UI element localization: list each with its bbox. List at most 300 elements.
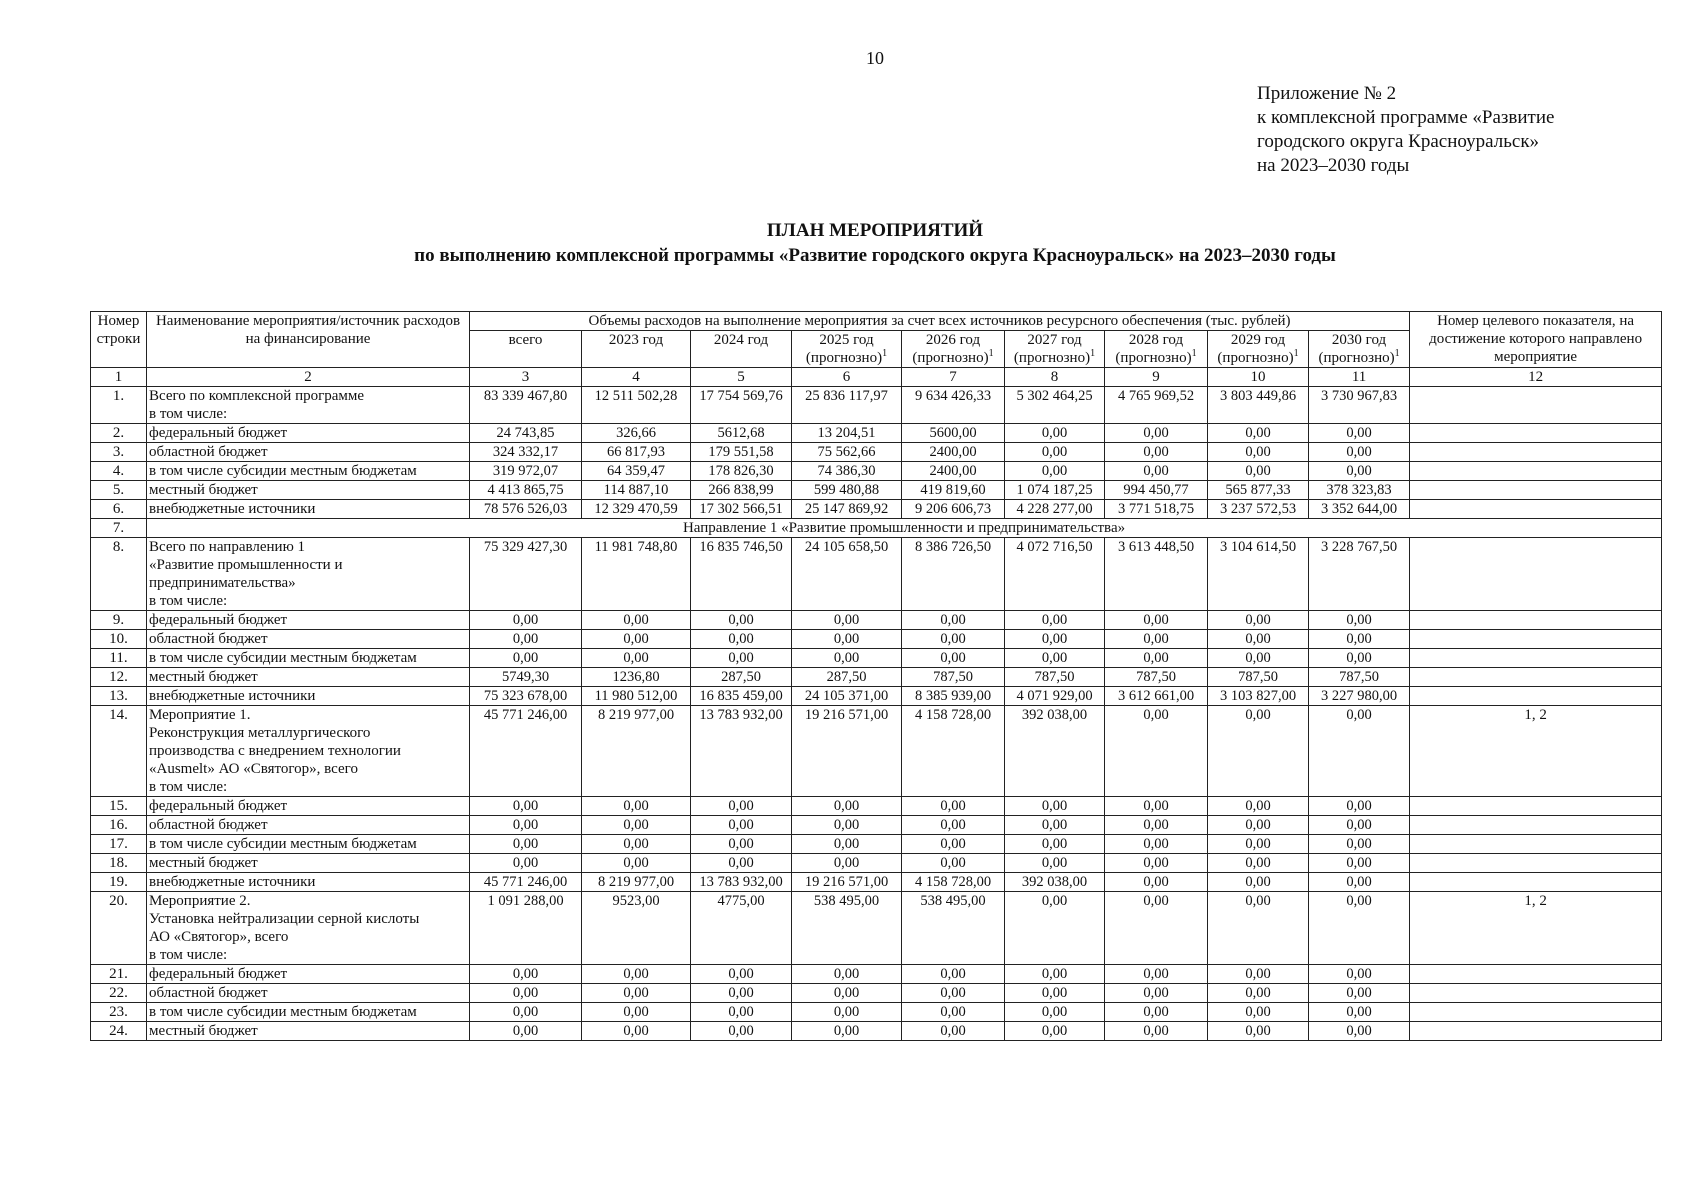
value-cell: 4 228 277,00 — [1005, 500, 1105, 519]
value-cell: 392 038,00 — [1005, 706, 1105, 797]
table-row — [91, 462, 1662, 481]
value-cell: 17 302 566,51 — [691, 500, 792, 519]
value-cell: 0,00 — [582, 835, 691, 854]
value-cell: 0,00 — [1309, 892, 1410, 965]
value-cell: 0,00 — [470, 965, 582, 984]
value-cell: 565 877,33 — [1208, 481, 1309, 500]
value-cell: 0,00 — [470, 854, 582, 873]
value-cell: 0,00 — [1005, 630, 1105, 649]
header-year — [470, 331, 582, 368]
value-cell: 0,00 — [470, 835, 582, 854]
value-cell: 5 302 464,25 — [1005, 387, 1105, 424]
row-number-cell: 24. — [91, 1022, 147, 1041]
value-cell: 4 765 969,52 — [1105, 387, 1208, 424]
value-cell: 287,50 — [792, 668, 902, 687]
row-name-cell: федеральный бюджет — [147, 797, 470, 816]
value-cell: 787,50 — [1309, 668, 1410, 687]
goal-indicator-cell — [1410, 873, 1662, 892]
goal-indicator-cell — [1410, 443, 1662, 462]
goal-indicator-cell — [1410, 854, 1662, 873]
column-number: 10 — [1208, 368, 1309, 387]
row-name-cell: Всего по направлению 1 «Развитие промышленности и предпринимательства» в том числе: — [147, 538, 470, 611]
table-row — [91, 500, 1662, 519]
table-row — [91, 630, 1662, 649]
value-cell: 66 817,93 — [582, 443, 691, 462]
goal-indicator-cell: 1, 2 — [1410, 706, 1662, 797]
value-cell: 19 216 571,00 — [792, 706, 902, 797]
column-number: 2 — [147, 368, 470, 387]
value-cell: 17 754 569,76 — [691, 387, 792, 424]
value-cell: 3 227 980,00 — [1309, 687, 1410, 706]
row-number-cell: 8. — [91, 538, 147, 611]
table-row — [91, 424, 1662, 443]
value-cell: 324 332,17 — [470, 443, 582, 462]
value-cell: 0,00 — [470, 630, 582, 649]
value-cell: 25 147 869,92 — [792, 500, 902, 519]
value-cell: 0,00 — [902, 854, 1005, 873]
value-cell: 0,00 — [902, 1003, 1005, 1022]
header-year — [902, 331, 1005, 368]
header-year-note — [1311, 349, 1407, 367]
column-number: 4 — [582, 368, 691, 387]
value-cell: 0,00 — [1105, 443, 1208, 462]
value-cell: 0,00 — [1105, 984, 1208, 1003]
value-cell: 0,00 — [902, 965, 1005, 984]
row-number-cell: 15. — [91, 797, 147, 816]
value-cell: 0,00 — [902, 797, 1005, 816]
row-name-cell: областной бюджет — [147, 816, 470, 835]
value-cell: 0,00 — [1105, 706, 1208, 797]
value-cell: 0,00 — [470, 649, 582, 668]
header-year-label: 2025 год — [819, 332, 874, 348]
value-cell: 538 495,00 — [792, 892, 902, 965]
header-year-note-text: (прогнозно) — [1318, 350, 1395, 366]
table-row — [91, 892, 1662, 965]
value-cell: 0,00 — [1005, 835, 1105, 854]
value-cell: 0,00 — [1005, 854, 1105, 873]
appendix-line: Приложение № 2 — [1257, 83, 1397, 104]
value-cell: 0,00 — [1309, 984, 1410, 1003]
value-cell: 0,00 — [792, 649, 902, 668]
header-year-note-text: (прогнозно) — [1115, 350, 1192, 366]
goal-indicator-cell — [1410, 649, 1662, 668]
header-year-note-text: (прогнозно) — [1217, 350, 1294, 366]
value-cell: 0,00 — [691, 611, 792, 630]
row-number-cell: 7. — [91, 519, 147, 538]
header-year-label: всего — [508, 332, 543, 348]
table-row — [91, 816, 1662, 835]
value-cell: 0,00 — [1105, 854, 1208, 873]
value-cell: 0,00 — [1309, 649, 1410, 668]
value-cell: 0,00 — [1105, 462, 1208, 481]
value-cell: 64 359,47 — [582, 462, 691, 481]
value-cell: 319 972,07 — [470, 462, 582, 481]
column-number: 3 — [470, 368, 582, 387]
value-cell: 5600,00 — [902, 424, 1005, 443]
value-cell: 8 385 939,00 — [902, 687, 1005, 706]
table-row — [91, 835, 1662, 854]
row-name-cell: федеральный бюджет — [147, 424, 470, 443]
row-name-cell: внебюджетные источники — [147, 687, 470, 706]
value-cell: 0,00 — [792, 630, 902, 649]
header-year — [691, 331, 792, 368]
value-cell: 0,00 — [1005, 424, 1105, 443]
header-year-note — [1210, 349, 1306, 367]
value-cell: 0,00 — [1208, 1022, 1309, 1041]
value-cell: 179 551,58 — [691, 443, 792, 462]
value-cell: 16 835 746,50 — [691, 538, 792, 611]
value-cell: 0,00 — [1208, 424, 1309, 443]
header-year-label: 2023 год — [608, 332, 664, 348]
header-year-note-text: (прогнозно) — [1013, 350, 1091, 366]
table-row — [91, 687, 1662, 706]
row-name-cell: внебюджетные источники — [147, 500, 470, 519]
goal-indicator-cell — [1410, 424, 1662, 443]
appendix-line: на 2023–2030 годы — [1257, 155, 1410, 176]
goal-indicator-cell — [1410, 1003, 1662, 1022]
header-year — [1208, 331, 1309, 368]
value-cell: 0,00 — [902, 835, 1005, 854]
row-name-cell: Всего по комплексной программе в том числе: — [147, 387, 470, 424]
value-cell: 0,00 — [1309, 462, 1410, 481]
goal-indicator-cell — [1410, 1022, 1662, 1041]
value-cell: 0,00 — [1105, 816, 1208, 835]
table-row — [91, 443, 1662, 462]
value-cell: 0,00 — [1208, 873, 1309, 892]
value-cell: 5612,68 — [691, 424, 792, 443]
value-cell: 11 980 512,00 — [582, 687, 691, 706]
header-year — [1005, 331, 1105, 368]
value-cell: 0,00 — [691, 649, 792, 668]
header-year — [1105, 331, 1208, 368]
value-cell: 0,00 — [1309, 424, 1410, 443]
value-cell: 13 204,51 — [792, 424, 902, 443]
row-number-cell: 23. — [91, 1003, 147, 1022]
value-cell: 0,00 — [1208, 892, 1309, 965]
table-row — [91, 1003, 1662, 1022]
value-cell: 0,00 — [1105, 1003, 1208, 1022]
column-number: 1 — [91, 368, 147, 387]
value-cell: 8 386 726,50 — [902, 538, 1005, 611]
value-cell: 392 038,00 — [1005, 873, 1105, 892]
value-cell: 419 819,60 — [902, 481, 1005, 500]
value-cell: 0,00 — [582, 649, 691, 668]
value-cell: 9 634 426,33 — [902, 387, 1005, 424]
row-number-cell: 5. — [91, 481, 147, 500]
value-cell: 0,00 — [582, 1022, 691, 1041]
row-name-cell: федеральный бюджет — [147, 611, 470, 630]
goal-indicator-cell — [1410, 481, 1662, 500]
footnote-marker: 1 — [882, 348, 888, 359]
row-number-cell: 3. — [91, 443, 147, 462]
row-name-cell: местный бюджет — [147, 1022, 470, 1041]
table-row — [91, 649, 1662, 668]
goal-indicator-cell: 1, 2 — [1410, 892, 1662, 965]
value-cell: 3 730 967,83 — [1309, 387, 1410, 424]
value-cell: 266 838,99 — [691, 481, 792, 500]
row-number-cell: 17. — [91, 835, 147, 854]
value-cell: 0,00 — [1309, 797, 1410, 816]
value-cell: 0,00 — [1309, 816, 1410, 835]
value-cell: 1 091 288,00 — [470, 892, 582, 965]
row-number-cell: 2. — [91, 424, 147, 443]
value-cell: 3 103 827,00 — [1208, 687, 1309, 706]
value-cell: 3 352 644,00 — [1309, 500, 1410, 519]
value-cell: 0,00 — [691, 816, 792, 835]
value-cell: 0,00 — [1208, 462, 1309, 481]
value-cell: 0,00 — [582, 611, 691, 630]
value-cell: 0,00 — [1105, 611, 1208, 630]
column-number: 6 — [792, 368, 902, 387]
value-cell: 75 562,66 — [792, 443, 902, 462]
table-row — [91, 611, 1662, 630]
table-row — [91, 854, 1662, 873]
value-cell: 19 216 571,00 — [792, 873, 902, 892]
value-cell: 0,00 — [1005, 965, 1105, 984]
value-cell: 24 105 658,50 — [792, 538, 902, 611]
value-cell: 24 105 371,00 — [792, 687, 902, 706]
table-row — [91, 984, 1662, 1003]
row-number-cell: 22. — [91, 984, 147, 1003]
row-name-cell: областной бюджет — [147, 443, 470, 462]
value-cell: 13 783 932,00 — [691, 706, 792, 797]
value-cell: 114 887,10 — [582, 481, 691, 500]
value-cell: 4 158 728,00 — [902, 873, 1005, 892]
goal-indicator-cell — [1410, 538, 1662, 611]
value-cell: 0,00 — [1309, 611, 1410, 630]
table-row — [91, 538, 1662, 611]
title-main: ПЛАН МЕРОПРИЯТИЙ — [766, 220, 984, 241]
header-year-note — [794, 349, 899, 367]
value-cell: 0,00 — [1309, 1003, 1410, 1022]
value-cell: 0,00 — [582, 630, 691, 649]
value-cell: 0,00 — [1005, 892, 1105, 965]
row-number-cell: 16. — [91, 816, 147, 835]
value-cell: 0,00 — [691, 984, 792, 1003]
value-cell: 0,00 — [792, 984, 902, 1003]
appendix-line: к комплексной программе «Развитие — [1257, 107, 1555, 128]
row-number-cell: 9. — [91, 611, 147, 630]
footnote-marker: 1 — [1293, 348, 1299, 359]
header-year-label: 2027 год — [1027, 332, 1082, 348]
value-cell: 2400,00 — [902, 462, 1005, 481]
value-cell: 0,00 — [582, 965, 691, 984]
value-cell: 0,00 — [1208, 797, 1309, 816]
row-name-cell: в том числе субсидии местным бюджетам — [147, 835, 470, 854]
value-cell: 0,00 — [1105, 424, 1208, 443]
column-number: 8 — [1005, 368, 1105, 387]
value-cell: 0,00 — [1208, 630, 1309, 649]
value-cell: 0,00 — [1005, 984, 1105, 1003]
value-cell: 78 576 526,03 — [470, 500, 582, 519]
value-cell: 83 339 467,80 — [470, 387, 582, 424]
value-cell: 994 450,77 — [1105, 481, 1208, 500]
value-cell: 0,00 — [691, 965, 792, 984]
value-cell: 0,00 — [691, 854, 792, 873]
row-number-cell: 14. — [91, 706, 147, 797]
goal-indicator-cell — [1410, 687, 1662, 706]
value-cell: 0,00 — [902, 630, 1005, 649]
value-cell: 0,00 — [1208, 816, 1309, 835]
value-cell: 4 413 865,75 — [470, 481, 582, 500]
goal-indicator-cell — [1410, 797, 1662, 816]
value-cell: 0,00 — [1005, 797, 1105, 816]
goal-indicator-cell — [1410, 984, 1662, 1003]
row-number-cell: 4. — [91, 462, 147, 481]
value-cell: 0,00 — [691, 1022, 792, 1041]
value-cell: 8 219 977,00 — [582, 873, 691, 892]
value-cell: 0,00 — [1005, 462, 1105, 481]
value-cell: 0,00 — [470, 984, 582, 1003]
row-number-cell: 10. — [91, 630, 147, 649]
value-cell: 0,00 — [470, 816, 582, 835]
value-cell: 0,00 — [691, 835, 792, 854]
value-cell: 45 771 246,00 — [470, 706, 582, 797]
value-cell: 0,00 — [792, 835, 902, 854]
value-cell: 0,00 — [1309, 835, 1410, 854]
header-year — [1309, 331, 1410, 368]
plan-table — [90, 311, 1662, 1041]
goal-indicator-cell — [1410, 835, 1662, 854]
value-cell: 12 329 470,59 — [582, 500, 691, 519]
row-name-cell: областной бюджет — [147, 630, 470, 649]
value-cell: 0,00 — [902, 649, 1005, 668]
value-cell: 0,00 — [1309, 706, 1410, 797]
header-event-name: Наименование мероприятия/источник расходов на финансирование — [147, 312, 470, 368]
goal-indicator-cell — [1410, 668, 1662, 687]
value-cell: 4 072 716,50 — [1005, 538, 1105, 611]
value-cell: 0,00 — [1208, 611, 1309, 630]
value-cell: 0,00 — [1005, 611, 1105, 630]
row-name-cell: в том числе субсидии местным бюджетам — [147, 649, 470, 668]
table-row — [91, 706, 1662, 797]
goal-indicator-cell — [1410, 462, 1662, 481]
value-cell: 4 071 929,00 — [1005, 687, 1105, 706]
header-year — [582, 331, 691, 368]
row-name-cell: федеральный бюджет — [147, 965, 470, 984]
row-number-cell: 18. — [91, 854, 147, 873]
table-row — [91, 965, 1662, 984]
value-cell: 0,00 — [582, 816, 691, 835]
value-cell: 0,00 — [792, 797, 902, 816]
value-cell: 3 104 614,50 — [1208, 538, 1309, 611]
value-cell: 0,00 — [1105, 835, 1208, 854]
value-cell: 787,50 — [1105, 668, 1208, 687]
row-name-cell: местный бюджет — [147, 668, 470, 687]
header-year-label: 2024 год — [713, 332, 769, 348]
value-cell: 0,00 — [1105, 797, 1208, 816]
value-cell: 378 323,83 — [1309, 481, 1410, 500]
table-row — [91, 873, 1662, 892]
value-cell: 9 206 606,73 — [902, 500, 1005, 519]
row-name-cell: Мероприятие 1. Реконструкция металлургического производства с внедрением технологии «Ausmelt» АО «Святогор», всего в том числе: — [147, 706, 470, 797]
value-cell: 11 981 748,80 — [582, 538, 691, 611]
value-cell: 0,00 — [1309, 965, 1410, 984]
row-number-cell: 12. — [91, 668, 147, 687]
header-year — [792, 331, 902, 368]
value-cell: 0,00 — [691, 1003, 792, 1022]
value-cell: 0,00 — [1309, 854, 1410, 873]
value-cell: 0,00 — [902, 816, 1005, 835]
value-cell: 2400,00 — [902, 443, 1005, 462]
value-cell: 0,00 — [1005, 649, 1105, 668]
header-year-note — [1007, 349, 1102, 367]
footnote-marker: 1 — [1090, 348, 1096, 359]
value-cell: 0,00 — [1105, 1022, 1208, 1041]
value-cell: 0,00 — [792, 1003, 902, 1022]
appendix-note — [1257, 82, 1554, 178]
row-number-cell: 20. — [91, 892, 147, 965]
goal-indicator-cell — [1410, 611, 1662, 630]
header-year-label: 2030 год — [1331, 332, 1387, 348]
header-year-note — [904, 349, 1002, 367]
row-number-cell: 1. — [91, 387, 147, 424]
section-heading-cell: Направление 1 «Развитие промышленности и предпринимательства» — [147, 519, 1662, 538]
value-cell: 0,00 — [1309, 443, 1410, 462]
table-row — [91, 519, 1662, 538]
value-cell: 0,00 — [1208, 649, 1309, 668]
value-cell: 0,00 — [582, 1003, 691, 1022]
value-cell: 3 228 767,50 — [1309, 538, 1410, 611]
value-cell: 538 495,00 — [902, 892, 1005, 965]
row-number-cell: 19. — [91, 873, 147, 892]
value-cell: 0,00 — [470, 1003, 582, 1022]
value-cell: 0,00 — [1309, 1022, 1410, 1041]
value-cell: 287,50 — [691, 668, 792, 687]
value-cell: 0,00 — [1005, 816, 1105, 835]
value-cell: 3 237 572,53 — [1208, 500, 1309, 519]
value-cell: 0,00 — [1208, 984, 1309, 1003]
value-cell: 0,00 — [582, 984, 691, 1003]
header-year-note — [1107, 349, 1205, 367]
value-cell: 0,00 — [902, 1022, 1005, 1041]
header-goal-indicator: Номер целевого показателя, на достижение которого направлено мероприятие — [1410, 312, 1662, 368]
title-subtitle: по выполнению комплексной программы «Развитие городского округа Красноуральск» на 2023–2030 годы — [414, 245, 1336, 266]
footnote-marker: 1 — [1191, 348, 1197, 359]
value-cell: 0,00 — [691, 630, 792, 649]
header-row-number: Номер строки — [91, 312, 147, 368]
column-number: 5 — [691, 368, 792, 387]
goal-indicator-cell — [1410, 965, 1662, 984]
value-cell: 1 074 187,25 — [1005, 481, 1105, 500]
value-cell: 0,00 — [792, 1022, 902, 1041]
value-cell: 0,00 — [1005, 443, 1105, 462]
value-cell: 787,50 — [1005, 668, 1105, 687]
row-name-cell: в том числе субсидии местным бюджетам — [147, 1003, 470, 1022]
row-name-cell: областной бюджет — [147, 984, 470, 1003]
header-year-label: 2026 год — [925, 332, 981, 348]
value-cell: 0,00 — [1105, 892, 1208, 965]
value-cell: 599 480,88 — [792, 481, 902, 500]
table-row — [91, 387, 1662, 424]
value-cell: 0,00 — [1208, 965, 1309, 984]
row-name-cell: в том числе субсидии местным бюджетам — [147, 462, 470, 481]
value-cell: 0,00 — [792, 965, 902, 984]
header-year-label: 2029 год — [1230, 332, 1286, 348]
column-number: 11 — [1309, 368, 1410, 387]
value-cell: 0,00 — [792, 816, 902, 835]
row-number-cell: 21. — [91, 965, 147, 984]
row-name-cell: внебюджетные источники — [147, 873, 470, 892]
value-cell: 12 511 502,28 — [582, 387, 691, 424]
value-cell: 0,00 — [1005, 1022, 1105, 1041]
value-cell: 24 743,85 — [470, 424, 582, 443]
footnote-marker: 1 — [988, 348, 994, 359]
header-volumes-group: Объемы расходов на выполнение мероприятия за счет всех источников ресурсного обеспечения (тыс. рублей) — [470, 312, 1410, 331]
value-cell: 0,00 — [470, 1022, 582, 1041]
value-cell: 3 803 449,86 — [1208, 387, 1309, 424]
value-cell: 5749,30 — [470, 668, 582, 687]
